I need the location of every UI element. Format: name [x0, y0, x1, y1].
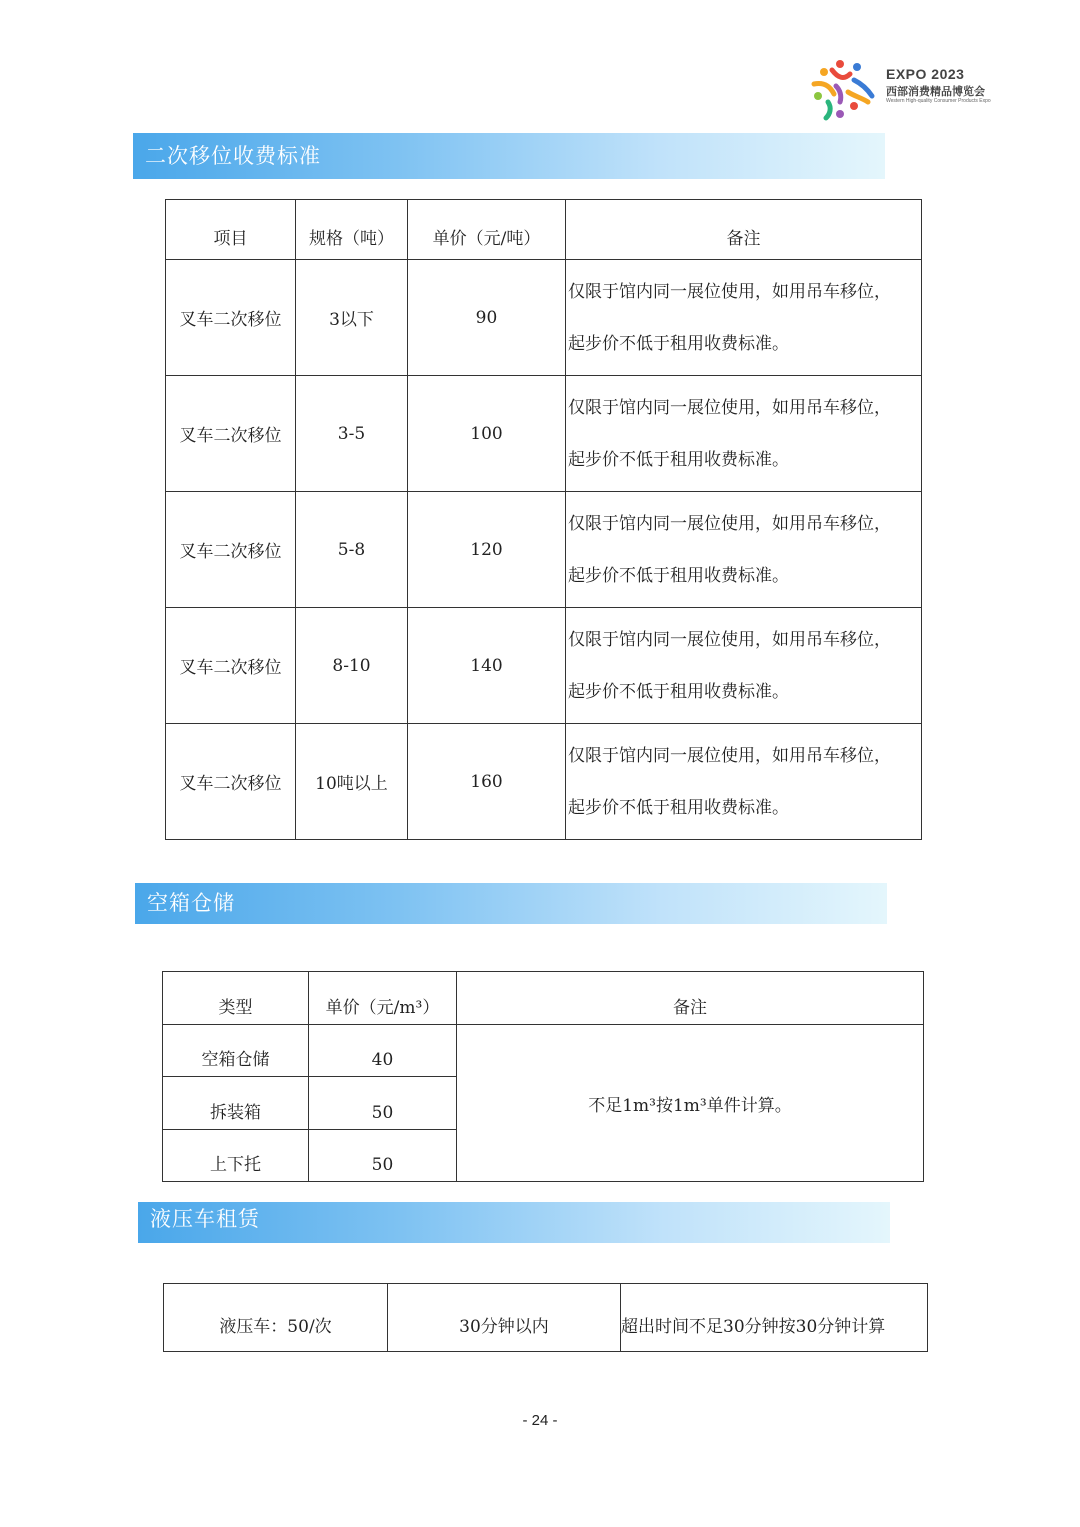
- table-row: [166, 608, 922, 724]
- note-line: 起步价不低于租用收费标准。: [568, 681, 789, 702]
- price-cell: 40: [309, 1025, 457, 1077]
- logo-expo-text: EXPO 2023: [886, 66, 965, 82]
- table-header-row: [163, 972, 924, 1025]
- expo-logo-icon: [810, 56, 880, 122]
- header-spec: 规格（吨）: [296, 200, 408, 260]
- header-note: 备注: [457, 972, 924, 1025]
- overtime-note-cell: 超出时间不足30分钟按30分钟计算: [621, 1284, 928, 1352]
- secondary-relocation-table: [165, 199, 922, 840]
- hydraulic-cart-table: [163, 1283, 928, 1352]
- table-row: [163, 1025, 924, 1077]
- table-row: [166, 376, 922, 492]
- note-line: 起步价不低于租用收费标准。: [568, 565, 789, 586]
- empty-box-storage-table: [162, 971, 924, 1182]
- price-cell: 50: [309, 1077, 457, 1130]
- note-cell: [566, 724, 922, 840]
- item-cell: 叉车二次移位: [166, 492, 296, 608]
- price-cell: 160: [408, 724, 566, 840]
- logo-english-text: Western High-quality Consumer Products Expo: [886, 98, 991, 104]
- header-type: 类型: [163, 972, 309, 1025]
- table-row: [166, 260, 922, 376]
- spec-cell: 3-5: [296, 376, 408, 492]
- price-cell: 90: [408, 260, 566, 376]
- type-cell: 上下托: [163, 1130, 309, 1182]
- note-line: 起步价不低于租用收费标准。: [568, 449, 789, 470]
- note-cell: [566, 376, 922, 492]
- note-line: 仅限于馆内同一展位使用，如用吊车移位，: [568, 745, 891, 766]
- note-line: 仅限于馆内同一展位使用，如用吊车移位，: [568, 281, 891, 302]
- section-title-secondary-relocation: 二次移位收费标准: [133, 133, 885, 179]
- section-title-empty-box-storage: 空箱仓储: [135, 883, 887, 924]
- price-cell: 120: [408, 492, 566, 608]
- price-cell: 140: [408, 608, 566, 724]
- header-price: 单价（元/吨）: [408, 200, 566, 260]
- note-line: 起步价不低于租用收费标准。: [568, 797, 789, 818]
- logo-chinese-text: 西部消费精品博览会: [886, 85, 985, 98]
- item-cell: 叉车二次移位: [166, 376, 296, 492]
- note-cell: 不足1m³按1m³单件计算。: [457, 1025, 924, 1182]
- spec-cell: 10吨以上: [296, 724, 408, 840]
- header-item: 项目: [166, 200, 296, 260]
- table-row: [166, 724, 922, 840]
- price-cell: 50: [309, 1130, 457, 1182]
- price-cell: 100: [408, 376, 566, 492]
- note-line: 仅限于馆内同一展位使用，如用吊车移位，: [568, 513, 891, 534]
- table-row: [166, 492, 922, 608]
- table-row: [164, 1284, 928, 1352]
- duration-cell: 30分钟以内: [388, 1284, 621, 1352]
- spec-cell: 8-10: [296, 608, 408, 724]
- note-line: 起步价不低于租用收费标准。: [568, 333, 789, 354]
- expo-logo: [810, 56, 1010, 122]
- spec-cell: 5-8: [296, 492, 408, 608]
- header-price: 单价（元/m³）: [309, 972, 457, 1025]
- table-header-row: [166, 200, 922, 260]
- note-line: 仅限于馆内同一展位使用，如用吊车移位，: [568, 629, 891, 650]
- type-cell: 拆装箱: [163, 1077, 309, 1130]
- type-cell: 空箱仓储: [163, 1025, 309, 1077]
- item-cell: 叉车二次移位: [166, 724, 296, 840]
- header-note: 备注: [566, 200, 922, 260]
- rental-price-cell: 液压车：50/次: [164, 1284, 388, 1352]
- note-line: 仅限于馆内同一展位使用，如用吊车移位，: [568, 397, 891, 418]
- page-number: - 24 -: [522, 1412, 558, 1429]
- spec-cell: 3以下: [296, 260, 408, 376]
- note-cell: [566, 492, 922, 608]
- note-cell: [566, 608, 922, 724]
- item-cell: 叉车二次移位: [166, 260, 296, 376]
- section-title-hydraulic-cart-rental: 液压车租赁: [138, 1202, 890, 1243]
- note-cell: [566, 260, 922, 376]
- item-cell: 叉车二次移位: [166, 608, 296, 724]
